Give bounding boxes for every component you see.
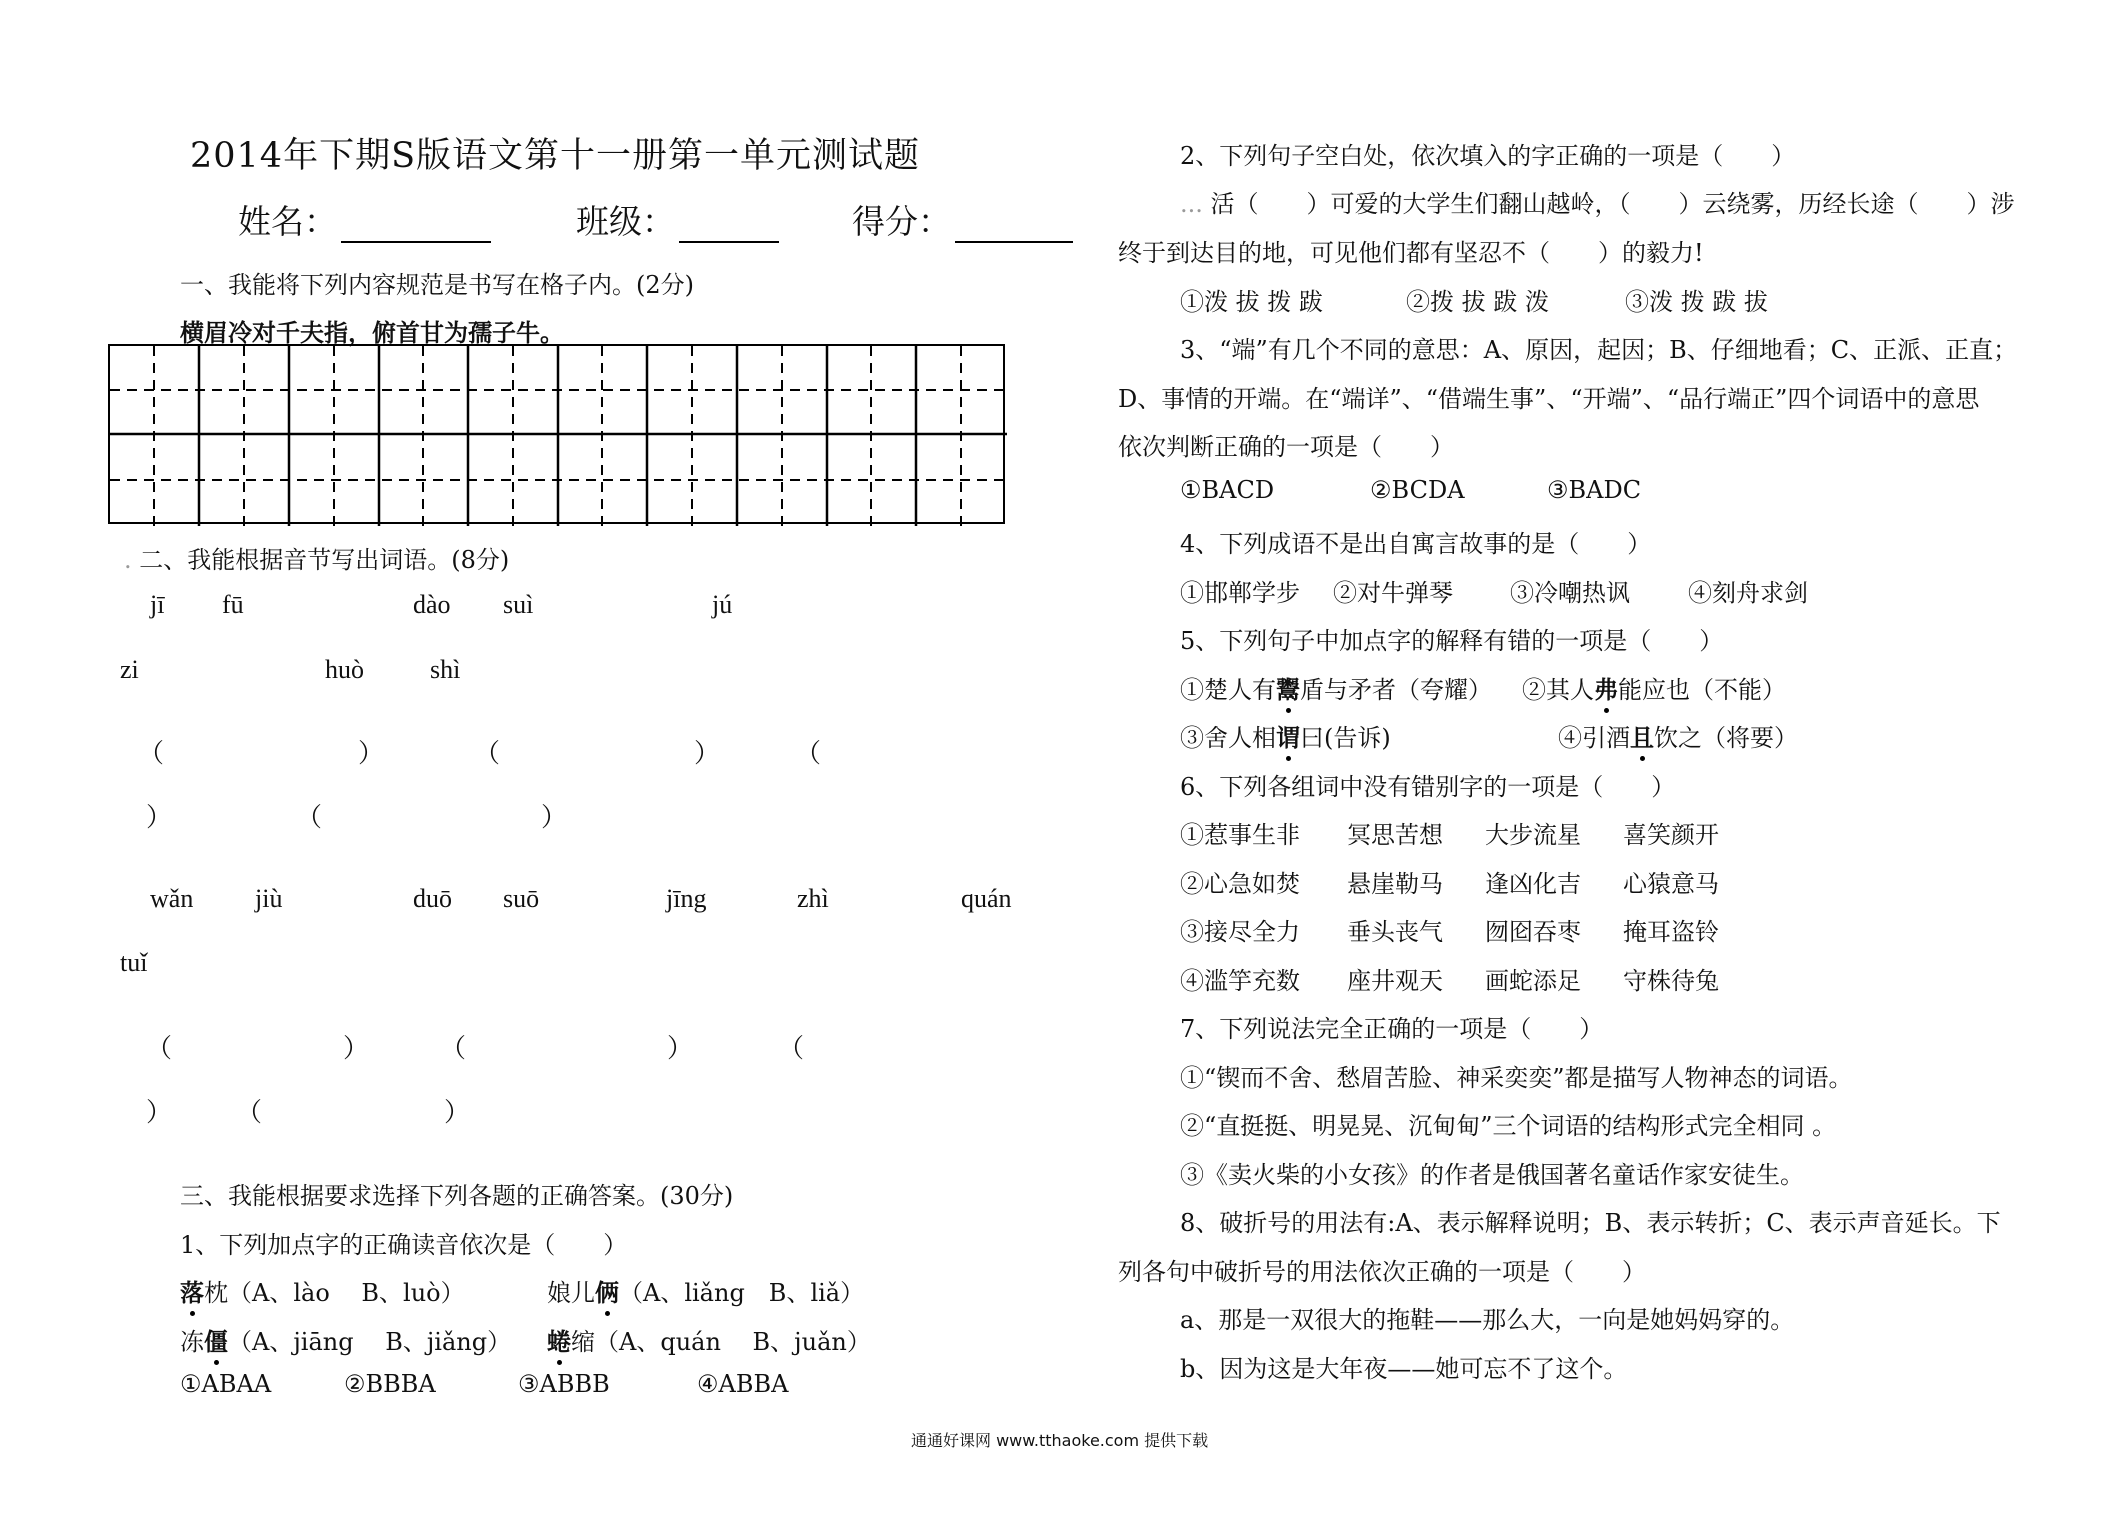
q2-option-1[interactable]: ①泼 拔 拨 跋 [1180,288,1323,316]
q5-stem: 5、下列句子中加点字的解释有错的一项是（ ） [1180,627,1724,655]
answer-paren-4[interactable]: （ ） [296,803,568,833]
answer-paren-8[interactable]: （ ） [236,1098,471,1128]
q6-row2-w1[interactable]: ②心急如焚 [1180,870,1300,898]
q3-line2: D、事情的开端。在“端详”、“借端生事”、“开端”、“品行端正”四个词语中的意思 [1118,385,1980,413]
q6-row3-w3: 囫囵吞枣 [1485,918,1581,946]
pinyin-g2-3: duō [413,884,452,913]
q6-row1-w2: 冥思苦想 [1347,821,1443,849]
q5-option-3[interactable]: ③舍人相谓曰(告诉) [1180,718,1391,753]
answer-paren-7-close: ） [146,1098,173,1128]
pinyin-g1-5: jú [712,590,733,619]
q6-row1-w4: 喜笑颜开 [1623,821,1719,849]
writing-grid[interactable] [108,344,1005,524]
pinyin-g1-3: dào [413,590,451,619]
q6-row4-w2: 座井观天 [1347,967,1443,995]
score-label: 得分： [852,202,951,241]
q5-option-2[interactable]: ②其人弗能应也（不能） [1522,670,1786,705]
q4-option-4[interactable]: ④刻舟求剑 [1688,579,1808,607]
q1-option-1[interactable]: ①ABAA [180,1370,272,1398]
q8-sentence-a: a、那是一双很大的拖鞋——那么大，一向是她妈妈穿的。 [1180,1306,1795,1334]
q3-option-2[interactable]: ②BCDA [1370,476,1465,504]
q4-stem: 4、下列成语不是出自寓言故事的是（ ） [1180,530,1652,558]
q8-line2: 列各句中破折号的用法依次正确的一项是（ ） [1118,1258,1646,1286]
footer-credit: 通通好课网 www.tthaoke.com 提供下载 [911,1431,1209,1450]
pinyin-g2-7: quán [961,884,1012,913]
q3-line3: 依次判断正确的一项是（ ） [1118,433,1454,461]
q3-option-1[interactable]: ①BACD [1180,476,1275,504]
q2-option-3[interactable]: ③泼 拨 跋 拔 [1625,288,1768,316]
pinyin-g1-1: jī [150,590,165,619]
q8-sentence-b: b、因为这是大年夜——她可忘不了这个。 [1180,1355,1628,1383]
class-field[interactable] [679,211,779,243]
q3-option-3[interactable]: ③BADC [1547,476,1642,504]
page-title: 2014年下期S版语文第十一册第一单元测试题 [190,136,921,176]
pinyin-g1-4: suì [503,590,534,619]
q6-row1-w1[interactable]: ①惹事生非 [1180,821,1300,849]
answer-paren-1[interactable]: （ ） [138,739,385,769]
q4-option-1[interactable]: ①邯郸学步 [1180,579,1300,607]
q2-stem: 2、下列句子空白处，依次填入的字正确的一项是（ ） [1180,142,1796,170]
q1-line1-b: 娘儿俩（A、liǎng B、liǎ） [547,1273,864,1308]
score-field[interactable] [955,211,1073,243]
pinyin-g2-1: wǎn [150,884,194,913]
q6-row3-w2: 垂头丧气 [1347,918,1443,946]
q1-line1-a: 落枕（A、lào B、luò） [180,1273,465,1308]
q6-stem: 6、下列各组词中没有错别字的一项是（ ） [1180,773,1676,801]
q1-option-2[interactable]: ②BBBA [344,1370,436,1398]
class-label: 班级： [576,202,675,241]
q7-option-3[interactable]: ③《卖火柴的小女孩》的作者是俄国著名童话作家安徒生。 [1180,1161,1804,1189]
pinyin-g1-2: fū [222,590,244,619]
writing-grid-lines [110,346,1007,526]
pinyin-g2-5: jīng [666,884,707,913]
q6-row2-w4: 心猿意马 [1623,870,1719,898]
pinyin-g2-4: suō [503,884,540,913]
q2-line1: ... 活（ ）可爱的大学生们翻山越岭，（ ）云绕雾，历经长途（ ）涉 [1180,190,2015,218]
q6-row4-w1[interactable]: ④滥竽充数 [1180,967,1300,995]
q4-option-3[interactable]: ③冷嘲热讽 [1510,579,1630,607]
q1-line2-b: 蜷缩（A、quán B、juǎn） [547,1322,871,1357]
q8-line1: 8、破折号的用法有:A、表示解释说明；B、表示转折；C、表示声音延长。下 [1180,1209,2001,1237]
section1-sentence: 横眉冷对千夫指，俯首甘为孺子牛。 [180,318,564,347]
q6-row1-w3: 大步流星 [1485,821,1581,849]
q1-option-4[interactable]: ④ABBA [697,1370,789,1398]
q6-row2-w3: 逢凶化吉 [1485,870,1581,898]
pinyin-g1-6: zi [120,655,139,684]
answer-paren-2[interactable]: （ ） [474,739,721,769]
q7-option-2[interactable]: ②“直挺挺、明晃晃、沉甸甸”三个词语的结构形式完全相同 。 [1180,1112,1837,1140]
pinyin-g2-2: jiù [255,884,283,913]
answer-paren-3-open[interactable]: （ [795,739,822,769]
name-field[interactable] [341,211,491,243]
answer-paren-3-close: ） [146,803,173,833]
section1-heading: 一、我能将下列内容规范是书写在格子内。(2分) [180,271,694,299]
section3-heading: 三、我能根据要求选择下列各题的正确答案。(30分) [180,1182,734,1210]
q6-row3-w1[interactable]: ③接尽全力 [1180,918,1300,946]
q6-row4-w3: 画蛇添足 [1485,967,1581,995]
pinyin-g2-8: tuǐ [120,948,148,977]
answer-paren-5[interactable]: （ ） [146,1034,370,1064]
section2-heading: . 二、我能根据音节写出词语。(8分) [124,546,510,574]
q4-option-2[interactable]: ②对牛弹琴 [1333,579,1453,607]
pinyin-g1-7: huò [325,655,364,684]
q2-option-2[interactable]: ②拨 拔 跋 泼 [1406,288,1549,316]
q6-row4-w4: 守株待兔 [1623,967,1719,995]
q7-option-1[interactable]: ①“锲而不舍、愁眉苦脸、神采奕奕”都是描写人物神态的词语。 [1180,1064,1853,1092]
pinyin-g1-8: shì [430,655,461,684]
q6-row3-w4: 掩耳盗铃 [1623,918,1719,946]
q3-line1: 3、“端”有几个不同的意思：A、原因，起因；B、仔细地看；C、正派、正直； [1180,336,2018,364]
q1-option-3[interactable]: ③ABBB [518,1370,610,1398]
name-label: 姓名： [238,202,337,241]
answer-paren-6[interactable]: （ ） [440,1034,694,1064]
q1-line2-a: 冻僵（A、jiāng B、jiǎng） [180,1322,511,1357]
answer-paren-7-open[interactable]: （ [778,1034,805,1064]
q7-stem: 7、下列说法完全正确的一项是（ ） [1180,1015,1604,1043]
q5-option-1[interactable]: ①楚人有鬻盾与矛者（夸耀） [1180,670,1492,705]
student-info-row [238,196,1073,243]
q5-option-4[interactable]: ④引酒且饮之（将要） [1558,718,1798,753]
q1-stem: 1、下列加点字的正确读音依次是（ ） [180,1231,628,1259]
q2-line2: 终于到达目的地，可见他们都有坚忍不（ ）的毅力! [1118,239,1704,267]
pinyin-g2-6: zhì [797,884,829,913]
q6-row2-w2: 悬崖勒马 [1347,870,1443,898]
